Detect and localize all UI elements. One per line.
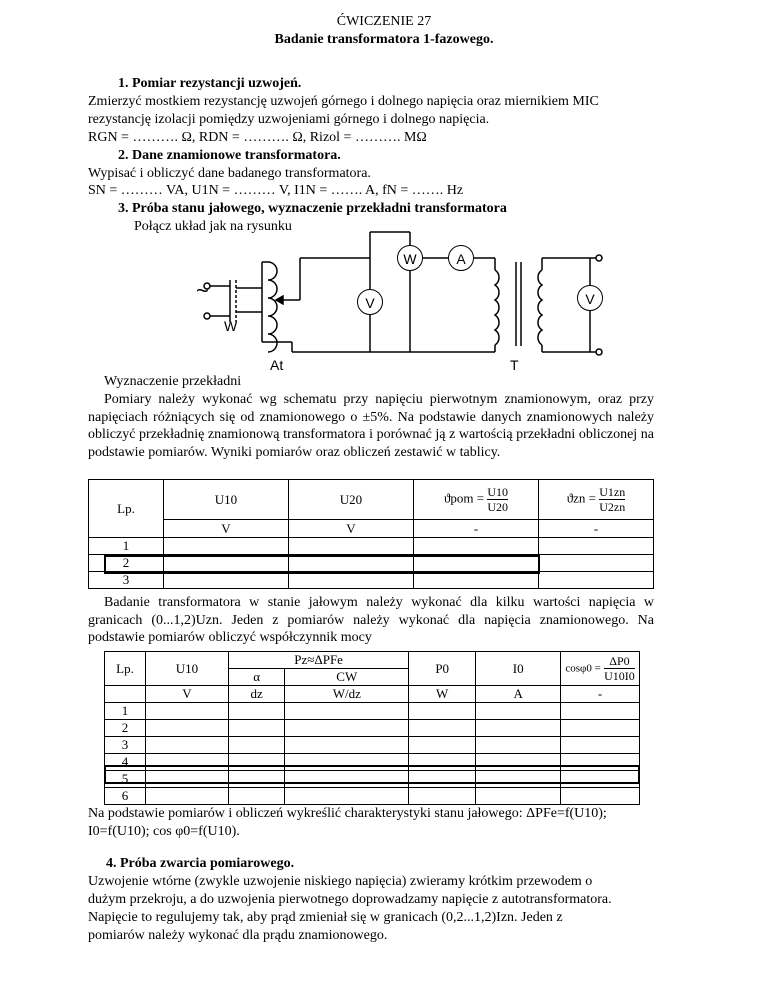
transformer-label: T (510, 357, 519, 373)
section4-line1: Uzwojenie wtórne (zwykle uzwojenie niskiego napięcia) zwieramy krótkim przewodem o (88, 874, 593, 889)
exercise-number: ĆWICZENIE 27 (336, 14, 432, 29)
ammeter: A (448, 245, 474, 271)
row-highlight (104, 555, 540, 574)
t1-unit: V (289, 520, 414, 538)
section3-line1: Połącz układ jak na rysunku (134, 219, 292, 234)
t2-unit: V (146, 686, 229, 703)
section4-line4: pomiarów należy wykonać dla prądu znamionowego. (88, 928, 388, 943)
t2-cw: CW (285, 669, 409, 686)
section2-line1: Wypisać i obliczyć dane badanego transformatora. (88, 166, 371, 181)
row-highlight (104, 765, 640, 784)
section4-title: 4. Próba zwarcia pomiarowego. (106, 856, 295, 871)
ratio-heading: Wyznaczenie przekładni (104, 374, 242, 389)
table-row: 3 (89, 572, 164, 589)
t1-unit: - (539, 520, 654, 538)
table-row: 1 (105, 703, 146, 720)
t1-u10: U10 (164, 480, 289, 520)
table-row: 4 (105, 754, 146, 771)
t1-lp: Lp. (89, 480, 164, 538)
resistance-formula: RGN = ………. Ω, RDN = ………. Ω, Rizol = ………. MΩ (88, 130, 427, 145)
t2-pz: Pz≈ΔPFe (229, 652, 409, 669)
t1-u20: U20 (289, 480, 414, 520)
t1-theta-pom (414, 480, 539, 520)
t2-unit: W (409, 686, 476, 703)
voltmeter-secondary: V (577, 285, 603, 311)
ratio-paragraph: Pomiary należy wykonać wg schematu przy napięciu pierwotnym znamionowym, oraz przy napięciach różniących się od znamionowego o ±5%. Na podstawie danych znamionowych należy obliczyć przekładnię znamionową transformatora i porównać ją z wartością przekładni obliczonej na podstawie pomiarów. Wyniki pomiarów oraz obliczeń zestawić w tablicy. (88, 392, 654, 460)
t2-u10: U10 (146, 652, 229, 686)
table-row: 2 (89, 555, 164, 572)
table-row: 3 (105, 737, 146, 754)
section4-line2: dużym przekroju, a do uzwojenia pierwotnego doprowadzamy napięcie z autotransformatora. (88, 892, 612, 907)
table-row: 6 (105, 788, 146, 805)
theta-pom-label: ϑpom = (443, 490, 485, 506)
theta-zn-label: ϑzn = (566, 490, 597, 506)
table-row: 2 (105, 720, 146, 737)
frac2-num: U1zn (599, 485, 626, 499)
t2-alpha: α (229, 669, 285, 686)
t2-p0: P0 (409, 652, 476, 686)
cos-num: ΔP0 (604, 654, 635, 669)
section1-line1: Zmierzyć mostkiem rezystancję uzwojeń górnego i dolnego napięcia oraz miernikiem MIC (88, 94, 599, 109)
t2-cos (561, 652, 640, 686)
autotransformer-label: At (270, 357, 284, 373)
section1-title: 1. Pomiar rezystancji uzwojeń. (118, 76, 302, 91)
cos-label: cosφ0 = (565, 662, 601, 675)
section1-line2: rezystancję izolacji pomiędzy uzwojeniami górnego i dolnego napięcia. (88, 112, 490, 127)
frac2-den: U2zn (599, 500, 626, 514)
frac1-den: U20 (487, 500, 509, 514)
ac-source-tilde: ~ (196, 278, 209, 303)
t2-unit: W/dz (285, 686, 409, 703)
t2-unit: A (476, 686, 561, 703)
t2-unit: dz (229, 686, 285, 703)
section4-line3: Napięcie to regulujemy tak, aby prąd zmieniał się w granicach (0,2...1,2)Izn. Jeden z (88, 910, 563, 925)
t2-unit: - (561, 686, 640, 703)
section2-title: 2. Dane znamionowe transformatora. (118, 148, 341, 163)
characteristics-line2: I0=f(U10); cos φ0=f(U10). (88, 824, 240, 839)
terminal-icon (204, 313, 210, 319)
t1-theta-zn (539, 480, 654, 520)
table-row: 5 (105, 771, 146, 788)
characteristics-line1: Na podstawie pomiarów i obliczeń wykreślić charakterystyki stanu jałowego: ΔPFe=f(U10); (88, 806, 607, 821)
exercise-title: Badanie transformatora 1-fazowego. (274, 32, 494, 47)
frac1-num: U10 (487, 485, 509, 499)
noload-paragraph: Badanie transformatora w stanie jałowym należy wykonać dla kilku wartości napięcia w granicach (0...1,2)Uzn. Jeden z pomiarów należy wykonać dla napięcia znamionowego. Na podstawie pomiarów obliczyć współczynnik mocy (88, 595, 654, 645)
wattmeter: W (397, 245, 423, 271)
t1-unit: V (164, 520, 289, 538)
cos-den: U10I0 (604, 669, 635, 683)
switch-label: W (224, 318, 238, 334)
rated-data-formula: SN = ……… VA, U1N = ……… V, I1N = ……. A, fN = ……. Hz (88, 183, 464, 198)
t2-i0: I0 (476, 652, 561, 686)
voltmeter-primary: V (357, 289, 383, 315)
t1-unit: - (414, 520, 539, 538)
t2-lp: Lp. (105, 652, 146, 686)
section3-title: 3. Próba stanu jałowego, wyznaczenie przekładni transformatora (118, 201, 507, 216)
table-row: 1 (89, 538, 164, 555)
